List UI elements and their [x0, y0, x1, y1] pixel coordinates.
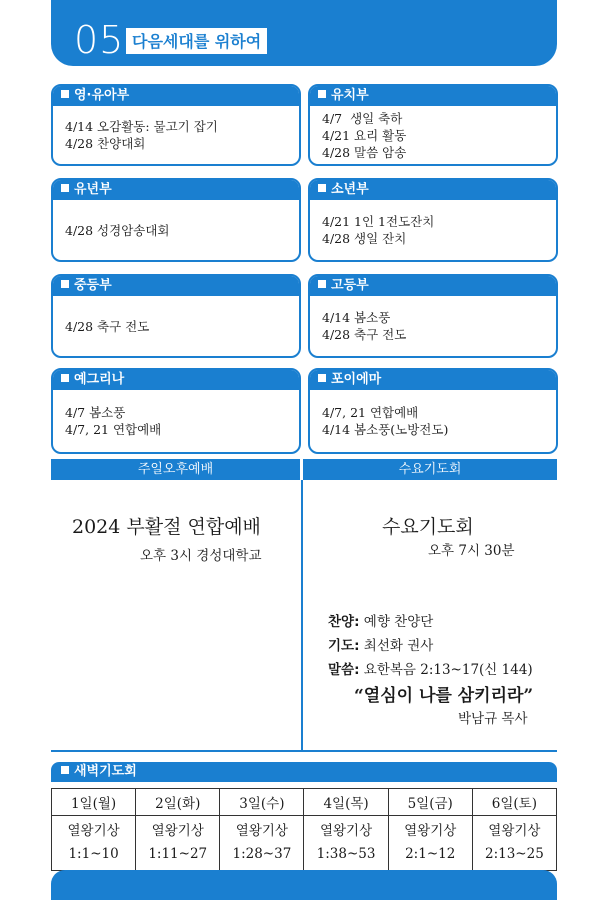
day-cell: 1일(월) — [52, 789, 136, 816]
verse-range: 2:1~12 — [405, 846, 456, 862]
dept-header — [310, 180, 556, 200]
praise-value: 예향 찬양단 — [359, 614, 434, 630]
sunday-detail: 오후 3시 경성대학교 — [140, 548, 262, 564]
dept-name: 영·유아부 — [74, 88, 130, 103]
dept-name: 소년부 — [331, 182, 369, 197]
square-icon — [318, 184, 326, 192]
day-cell: 4일(목) — [304, 789, 388, 816]
dept-card-yegrina — [51, 368, 301, 454]
dept-item: 4/7 봄소풍 — [65, 405, 126, 420]
dept-card-kindergarten — [308, 84, 558, 166]
dept-header — [53, 276, 299, 296]
dept-card-high-school — [308, 274, 558, 358]
scripture-cell — [304, 816, 388, 871]
dept-item: 4/28 축구 전도 — [65, 318, 150, 334]
preacher: 박남규 목사 — [458, 711, 528, 727]
dawn-prayer-header — [51, 762, 557, 782]
praise-label: 찬양: — [328, 614, 360, 630]
dept-card-middle-school — [51, 274, 301, 358]
dept-card-elementary-senior — [308, 178, 558, 262]
dept-items — [65, 390, 293, 452]
dept-name: 유년부 — [74, 182, 112, 197]
wednesday-title: 수요기도회 — [382, 516, 474, 538]
dept-header — [53, 370, 299, 390]
footer-banner — [51, 870, 557, 900]
section-title: 다음세대를 위하여 — [126, 28, 267, 54]
square-icon — [61, 766, 69, 774]
dept-header — [310, 370, 556, 390]
dept-name: 포이에마 — [331, 372, 382, 387]
dept-card-poiema — [308, 368, 558, 454]
wednesday-prayer-label: 수요기도회 — [303, 459, 557, 480]
dept-header — [53, 180, 299, 200]
dept-item: 4/28 성경암송대회 — [65, 222, 170, 238]
dept-item: 4/28 생일 잔치 — [322, 231, 407, 246]
verse-range: 1:1~10 — [68, 846, 119, 862]
dawn-schedule-table — [51, 788, 557, 871]
dept-item: 4/14 봄소풍(노방전도) — [322, 422, 449, 437]
verse-range: 2:13~25 — [484, 846, 544, 862]
square-icon — [318, 374, 326, 382]
word-line — [328, 658, 533, 678]
dept-item: 4/7, 21 연합예배 — [65, 422, 162, 437]
section-number: 05 — [74, 18, 125, 62]
section-divider — [51, 750, 557, 752]
table-row — [52, 816, 557, 871]
dept-header — [310, 276, 556, 296]
dawn-prayer-label: 새벽기도회 — [74, 764, 137, 779]
dept-items — [322, 200, 550, 260]
praise-line — [328, 610, 433, 630]
dept-items — [65, 106, 293, 164]
book-name: 열왕기상 — [404, 823, 457, 839]
dept-item: 4/14 오감활동: 물고기 잡기 — [65, 119, 218, 134]
verse-range: 1:38~53 — [316, 846, 376, 862]
scripture-cell — [472, 816, 556, 871]
sermon-title: “열심이 나를 삼키리라” — [354, 686, 534, 706]
square-icon — [318, 280, 326, 288]
book-name: 열왕기상 — [319, 823, 373, 839]
book-name: 열왕기상 — [67, 823, 120, 839]
dept-item: 4/7, 21 연합예배 — [322, 405, 419, 420]
dept-card-infant — [51, 84, 301, 166]
dept-header — [310, 86, 556, 106]
prayer-label: 기도: — [328, 638, 360, 654]
wednesday-time: 오후 7시 30분 — [428, 543, 515, 559]
square-icon — [318, 90, 326, 98]
dept-name: 예그리나 — [74, 372, 125, 387]
dept-header — [53, 86, 299, 106]
dept-item: 4/7 생일 축하 — [322, 110, 403, 126]
scripture-cell — [52, 816, 136, 871]
sunday-title: 2024 부활절 연합예배 — [72, 516, 261, 538]
book-name: 열왕기상 — [151, 823, 204, 839]
dept-name: 고등부 — [331, 278, 369, 293]
day-cell: 5일(금) — [388, 789, 472, 816]
dept-item: 4/28 찬양대회 — [65, 136, 146, 151]
verse-range: 1:11~27 — [148, 846, 208, 862]
book-name: 열왕기상 — [488, 823, 541, 839]
square-icon — [61, 374, 69, 382]
square-icon — [61, 280, 69, 288]
dept-items — [322, 390, 550, 452]
word-value: 요한복음 2:13~17(신 144) — [359, 662, 533, 678]
word-label: 말씀: — [328, 662, 360, 678]
dept-items — [65, 296, 293, 356]
day-cell: 2일(화) — [136, 789, 220, 816]
scripture-cell — [388, 816, 472, 871]
square-icon — [61, 90, 69, 98]
dept-items — [322, 106, 550, 164]
day-cell: 3일(수) — [220, 789, 304, 816]
column-divider — [301, 480, 303, 752]
book-name: 열왕기상 — [235, 823, 288, 839]
dept-items — [322, 296, 550, 356]
dept-item: 4/21 요리 활동 — [322, 127, 407, 143]
prayer-line — [328, 634, 433, 654]
prayer-value: 최선화 권사 — [359, 638, 434, 654]
dept-item: 4/14 봄소풍 — [322, 310, 391, 325]
scripture-cell — [220, 816, 304, 871]
dept-items — [65, 200, 293, 260]
sunday-worship-label: 주일오후예배 — [51, 459, 300, 480]
table-row — [52, 789, 557, 816]
verse-range: 1:28~37 — [232, 846, 292, 862]
dept-item: 4/28 축구 전도 — [322, 327, 407, 342]
dept-name: 유치부 — [331, 88, 369, 103]
dept-card-elementary-junior — [51, 178, 301, 262]
day-cell: 6일(토) — [472, 789, 556, 816]
scripture-cell — [136, 816, 220, 871]
dept-name: 중등부 — [74, 278, 112, 293]
dept-item: 4/28 말씀 암송 — [322, 144, 407, 160]
square-icon — [61, 184, 69, 192]
dept-item: 4/21 1인 1전도잔치 — [322, 214, 435, 229]
